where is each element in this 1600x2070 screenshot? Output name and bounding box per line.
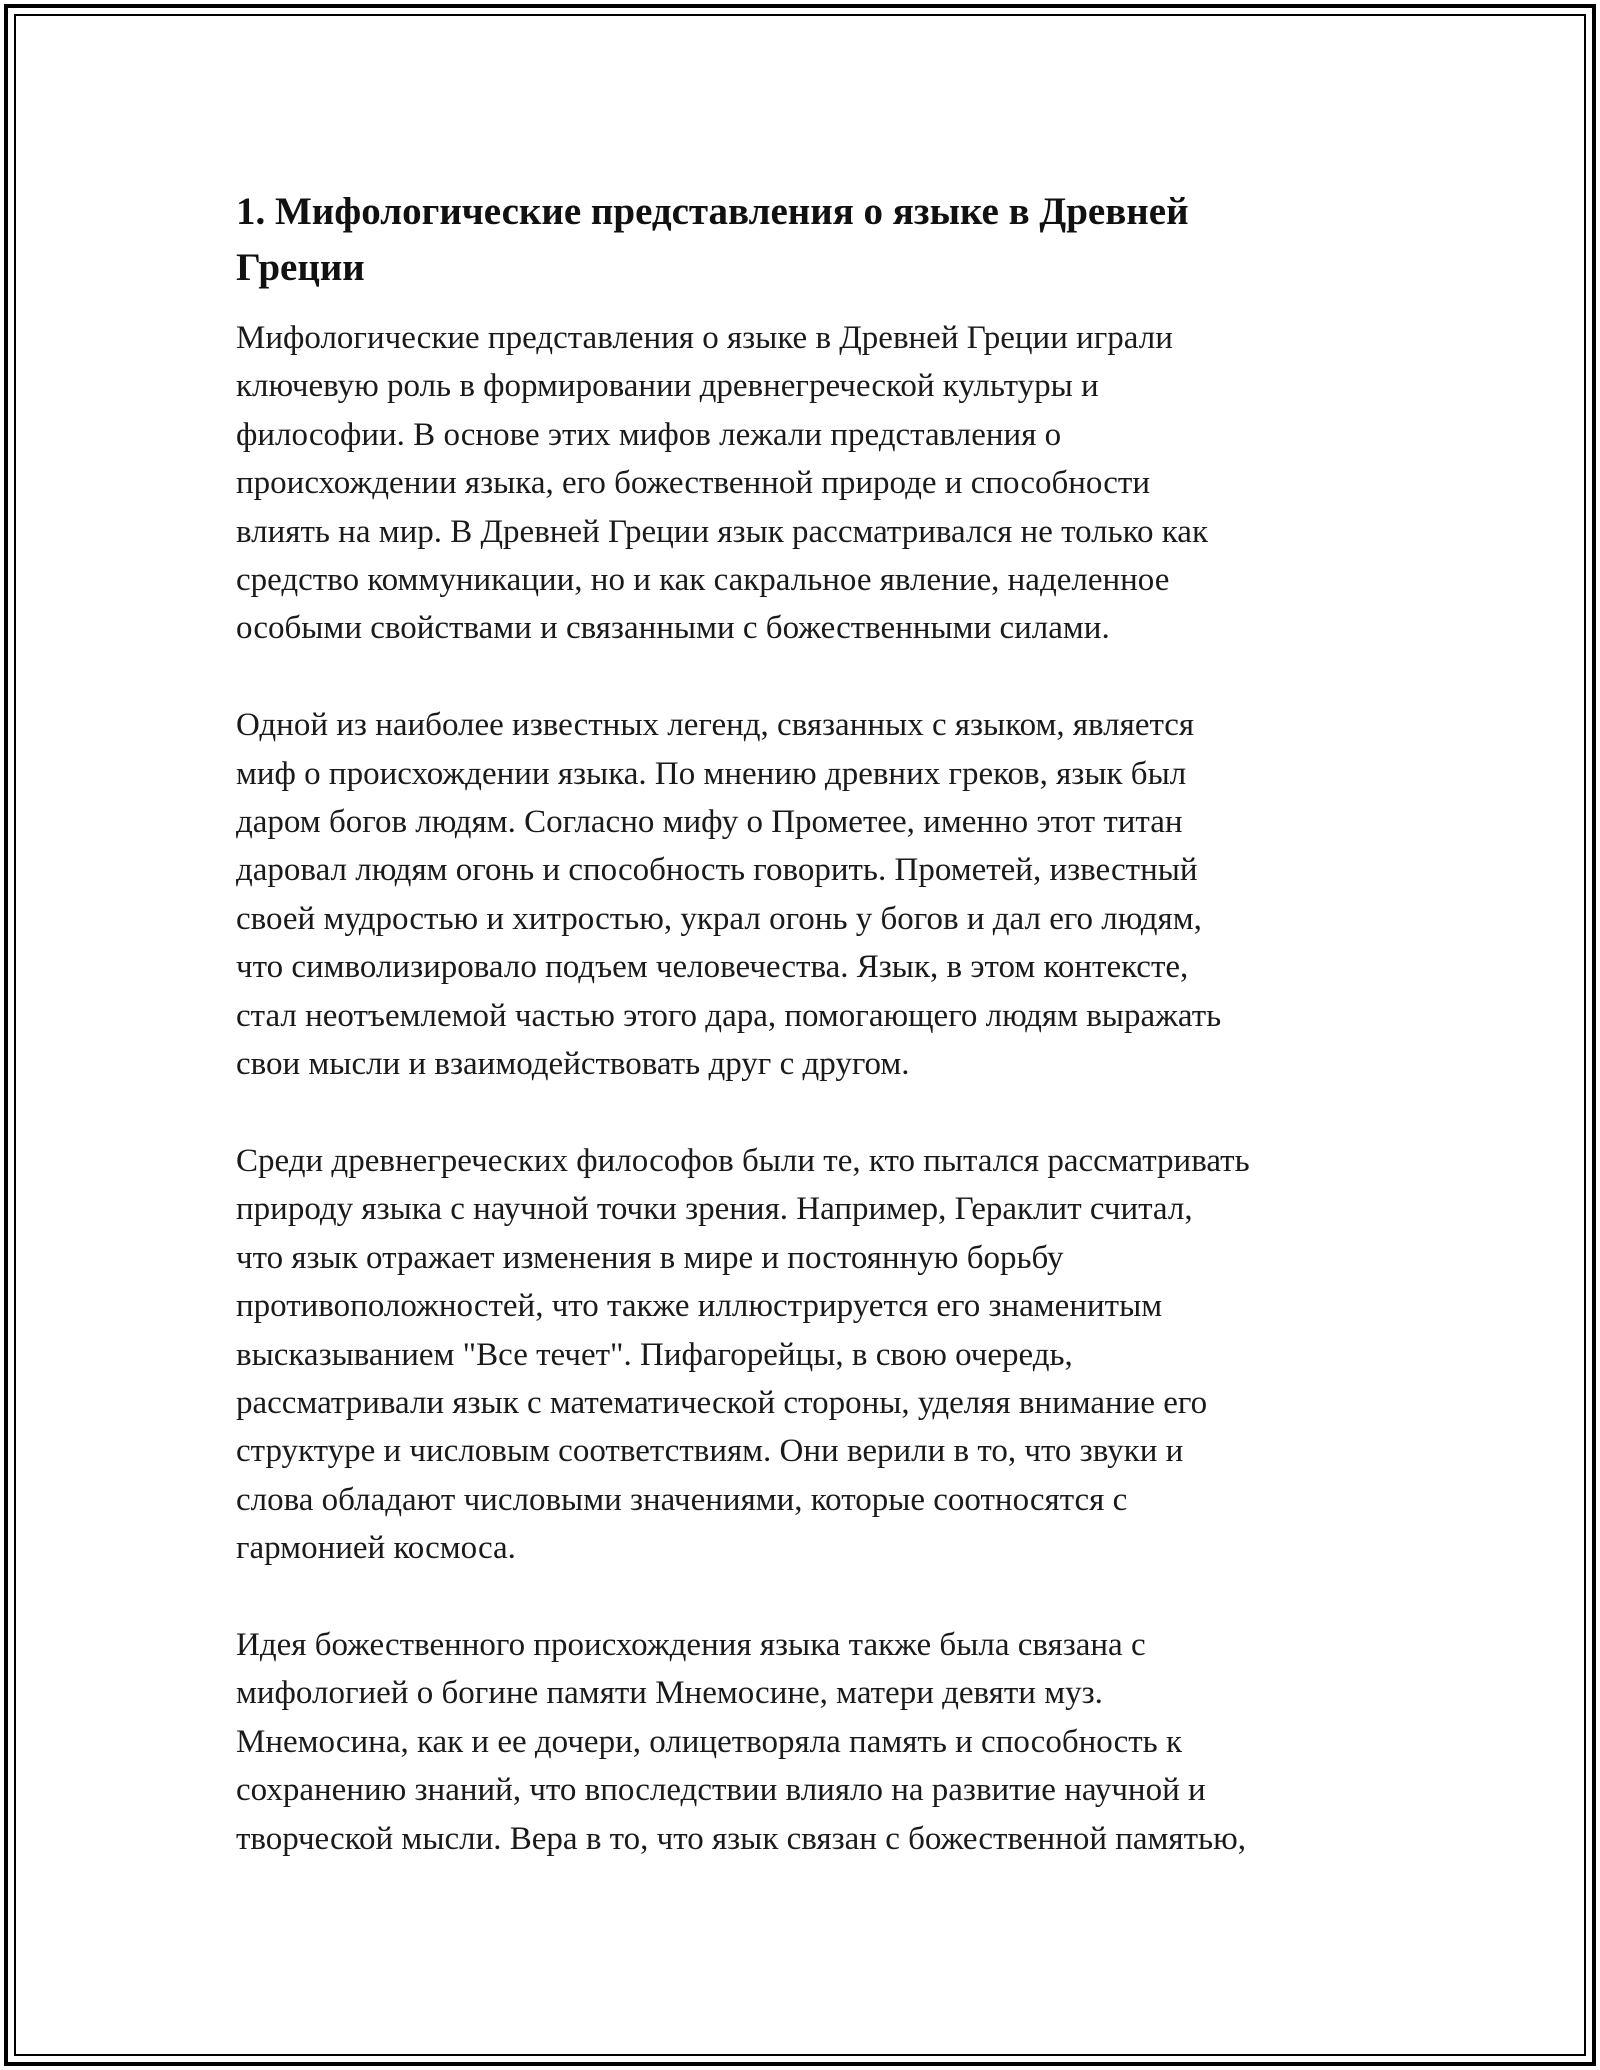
text-line: что символизировало подъем человечества. Язык, в этом контексте, [236, 949, 1189, 986]
text-line: рассматривали язык с математической стороны, уделяя внимание его [236, 1384, 1208, 1421]
text-line: сохранению знаний, что впоследствии влияло на развитие научной и [236, 1772, 1206, 1809]
text-line: особыми свойствами и связанными с божественными силами. [236, 610, 1110, 647]
text-line: миф о происхождении языка. По мнению древних греков, язык был [236, 755, 1187, 792]
text-line: Мифологические представления о языке в Древней Греции играли [236, 320, 1173, 356]
text-line: Одной из наиболее известных легенд, связанных с языком, является [236, 707, 1195, 744]
section-heading [236, 184, 1416, 296]
text-line: что язык отражает изменения в мире и постоянную борьбу [236, 1239, 1064, 1276]
document-body [236, 184, 1416, 1911]
text-line: даром богов людям. Согласно мифу о Прометее, именно этот титан [236, 804, 1183, 841]
text-line: философии. В основе этих мифов лежали представления о [236, 416, 1062, 453]
paragraph-3 [236, 1137, 1416, 1573]
paragraph-2 [236, 701, 1416, 1088]
text-line: стал неотъемлемой частью этого дара, помогающего людям выражать [236, 997, 1222, 1034]
text-line: Среди древнегреческих философов были те, кто пытался рассматривать [236, 1142, 1250, 1179]
text-line: происхождении языка, его божественной природе и способности [236, 465, 1150, 502]
text-line: природу языка с научной точки зрения. Например, Гераклит считал, [236, 1191, 1193, 1228]
text-line: мифологией о богине памяти Мнемосине, матери девяти муз. [236, 1675, 1103, 1712]
text-line: Идея божественного происхождения языка также была связана с [236, 1626, 1146, 1663]
paragraph-4 [236, 1621, 1416, 1863]
text-line: свои мысли и взаимодействовать друг с другом. [236, 1046, 910, 1083]
heading-line: 1. Мифологические представления о языке в Древней [236, 190, 1189, 233]
text-line: средство коммуникации, но и как сакральное явление, наделенное [236, 562, 1170, 599]
text-line: противоположностей, что также иллюстрируется его знаменитым [236, 1288, 1163, 1325]
text-line: Мнемосина, как и ее дочери, олицетворяла память и способность к [236, 1723, 1182, 1760]
text-line: высказыванием "Все течет". Пифагорейцы, в свою очередь, [236, 1336, 1073, 1373]
text-line: слова обладают числовыми значениями, которые соотносятся с [236, 1481, 1128, 1518]
text-line: своей мудростью и хитростью, украл огонь у богов и дал его людям, [236, 900, 1202, 937]
paragraph-1 [236, 314, 1416, 653]
text-line: структуре и числовым соответствиям. Они верили в то, что звуки и [236, 1433, 1184, 1470]
text-line: творческой мысли. Вера в то, что язык связан с божественной памятью, [236, 1820, 1246, 1857]
text-line: ключевую роль в формировании древнегреческой культуры и [236, 368, 1099, 405]
heading-line: Греции [236, 246, 365, 289]
text-line: влиять на мир. В Древней Греции язык рассматривался не только как [236, 513, 1208, 550]
text-line: даровал людям огонь и способность говорить. Прометей, известный [236, 852, 1198, 889]
text-line: гармонией космоса. [236, 1530, 516, 1567]
